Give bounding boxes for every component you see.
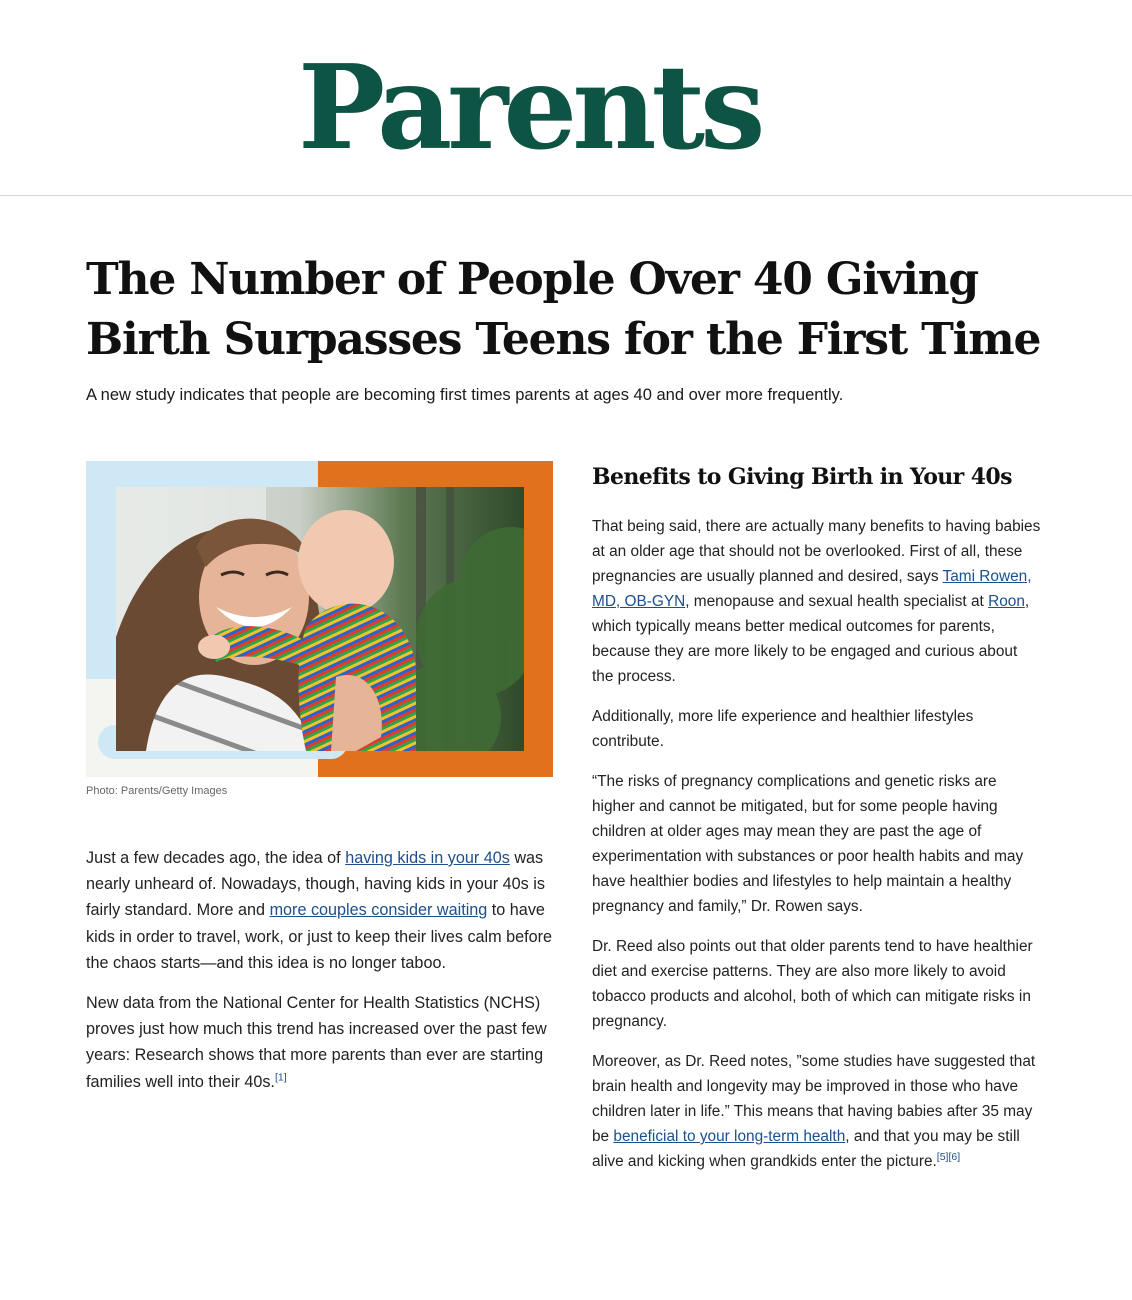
masthead (0, 0, 1132, 196)
text-run: , which typically means better medical outcomes for parents, because they are more likely to be engaged and curious about the process. (592, 593, 1030, 685)
having-kids-in-40s-link[interactable]: having kids in your 40s (345, 849, 510, 867)
hero-photo (116, 487, 524, 751)
benefits-paragraph-5 (592, 1049, 1042, 1174)
tami-rowen-link[interactable]: Tami Rowen, MD, OB-GYN (592, 568, 1032, 610)
intro-column (86, 845, 556, 1109)
citation-6[interactable]: [6] (948, 1150, 961, 1163)
hero-image-frame (86, 461, 553, 777)
benefits-paragraph-1 (592, 514, 1042, 689)
couples-consider-waiting-link[interactable]: more couples consider waiting (269, 901, 488, 920)
mother-and-baby-illustration (116, 487, 524, 751)
text-run: Just a few decades ago, the idea of (86, 849, 346, 867)
article-headline: The Number of People Over 40 Giving Birth Surpasses Teens for the First Time (86, 254, 1041, 365)
article-dek: A new study indicates that people are becoming first times parents at ages 40 and over more frequently. (86, 386, 844, 404)
benefits-heading: Benefits to Giving Birth in Your 40s (592, 464, 1012, 490)
intro-paragraph-1 (86, 845, 556, 976)
text-run: New data from the National Center for Health Statistics (NCHS) proves just how much this trend has increased over the past few years: Research shows that more parents than ever are starting families well into their 40s. (86, 994, 547, 1091)
intro-paragraph-2 (86, 990, 556, 1095)
text-run: Moreover, as Dr. Reed notes, ”some studies have suggested that brain health and longevity may be improved in those who have children later in life.” This means that having babies after 35 may be (592, 1053, 1036, 1145)
text-run: to have kids in order to travel, work, or just to keep their lives calm before the chaos starts—and this idea is no longer taboo. (86, 901, 553, 972)
text-run: , and that you may be still alive and kicking when grandkids enter the picture. (592, 1128, 1020, 1170)
citation-1[interactable]: [1] (274, 1071, 287, 1084)
benefits-paragraph-2: Additionally, more life experience and healthier lifestyles contribute. (592, 708, 974, 750)
text-run: That being said, there are actually many benefits to having babies at an older age that should not be overlooked. First of all, these pregnancies are usually planned and desired, says (592, 518, 1041, 585)
roon-link[interactable]: Roon (988, 593, 1025, 610)
parents-logo[interactable]: Parents (298, 40, 761, 176)
long-term-health-link[interactable]: beneficial to your long-term health (613, 1128, 846, 1145)
benefits-paragraph-4: Dr. Reed also points out that older parents tend to have healthier diet and exercise patterns. They are also more likely to avoid tobacco products and alcohol, both of which can mitigate risks in pregnancy. (592, 938, 1033, 1030)
photo-credit: Photo: Parents/Getty Images (86, 785, 228, 797)
text-run: was nearly unheard of. Nowadays, though, having kids in your 40s is fairly standard. More and (86, 849, 545, 920)
text-run: , menopause and sexual health specialist at (685, 593, 989, 610)
benefits-section (592, 458, 1042, 1189)
citation-5[interactable]: [5] (936, 1150, 949, 1163)
benefits-paragraph-3: “The risks of pregnancy complications and genetic risks are higher and cannot be mitigated, but for some people having children at older ages may mean they are past the age of experimentation with substances or poor health habits and may have healthier bodies and lifestyles to help maintain a healthy pregnancy and family,” Dr. Rowen says. (592, 773, 1024, 915)
